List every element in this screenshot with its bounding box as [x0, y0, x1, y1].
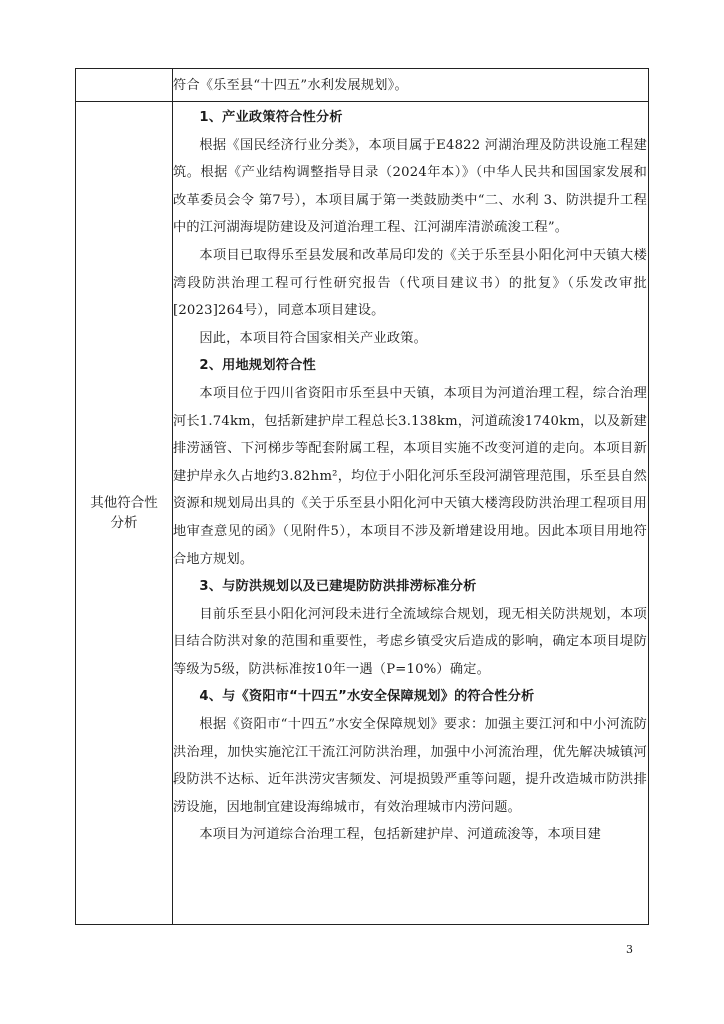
body-paragraph: 因此，本项目符合国家相关产业政策。: [199, 330, 427, 346]
section-heading: 4、与《资阳市“十四五”水安全保障规划》的符合性分析: [199, 689, 535, 705]
analysis-content: [173, 104, 647, 849]
body-paragraph: 本项目位于四川省资阳市乐至县中天镇，本项目为河道治理工程，综合治理河长1.74km，包括新建护岸工程总长3.138km，河道疏浚1740km，以及新建排涝涵管、下河梯步等配套附属工程，本项目实施不改变河道的走向。本项目新建护岸永久占地约3.82hm²，均位于小阳化河乐至段河湖管理范围，乐至县自然资源和规划局出具的《关于乐至县小阳化河中天镇大楼湾段防洪治理工程项目用地审查意见的函》（见附件5），本项目不涉及新增建设用地。因此本项目用地符合地方规划。: [173, 385, 647, 567]
row1-content: 符合《乐至县“十四五”水利发展规划》。: [173, 78, 408, 93]
document-table: [75, 68, 649, 925]
row-label: 其他符合性分析: [90, 495, 158, 531]
table-row-previous: [76, 69, 648, 102]
row-label-cell: [76, 102, 172, 924]
body-paragraph: 根据《国民经济行业分类》，本项目属于E4822 河湖治理及防洪设施工程建筑。根据《产业结构调整指导目录（2024年本）》（中华人民共和国国家发展和改革委员会令 第7号），本项目属于第一类鼓励类中“二、水利 3、防洪提升工程中的江河湖海堤防建设及河道治理工程、江河湖库清淤疏浚工程”。: [173, 137, 647, 236]
body-paragraph: 目前乐至县小阳化河河段未进行全流域综合规划，现无相关防洪规划，本项目结合防洪对象的范围和重要性，考虑乡镇受灾后造成的影响，确定本项目堤防等级为5级，防洪标准按10年一遇（P=10%）确定。: [173, 606, 647, 677]
section-heading: 1、产业政策符合性分析: [199, 110, 343, 125]
section-heading: 3、与防洪规划以及已建堤防防洪排涝标准分析: [199, 579, 477, 595]
page-number: 3: [626, 943, 633, 956]
body-paragraph: 根据《资阳市“十四五”水安全保障规划》要求：加强主要江河和中小河流防洪治理，加快实施沱江干流江河防洪治理，加强中小河流治理，优先解决城镇河段防洪不达标、近年洪涝灾害频发、河堤损毁严重等问题，提升改造城市防洪排涝设施，因地制宜建设海绵城市，有效治理城市内涝问题。: [173, 717, 647, 815]
section-heading: 2、用地规划符合性: [199, 358, 316, 374]
body-paragraph: 本项目为河道综合治理工程，包括新建护岸、河道疏浚等，本项目建: [199, 827, 602, 843]
body-paragraph: 本项目已取得乐至县发展和改革局印发的《关于乐至县小阳化河中天镇大楼湾段防洪治理工程可行性研究报告（代项目建议书）的批复》（乐发改审批[2023]264号），同意本项目建设。: [173, 247, 647, 319]
